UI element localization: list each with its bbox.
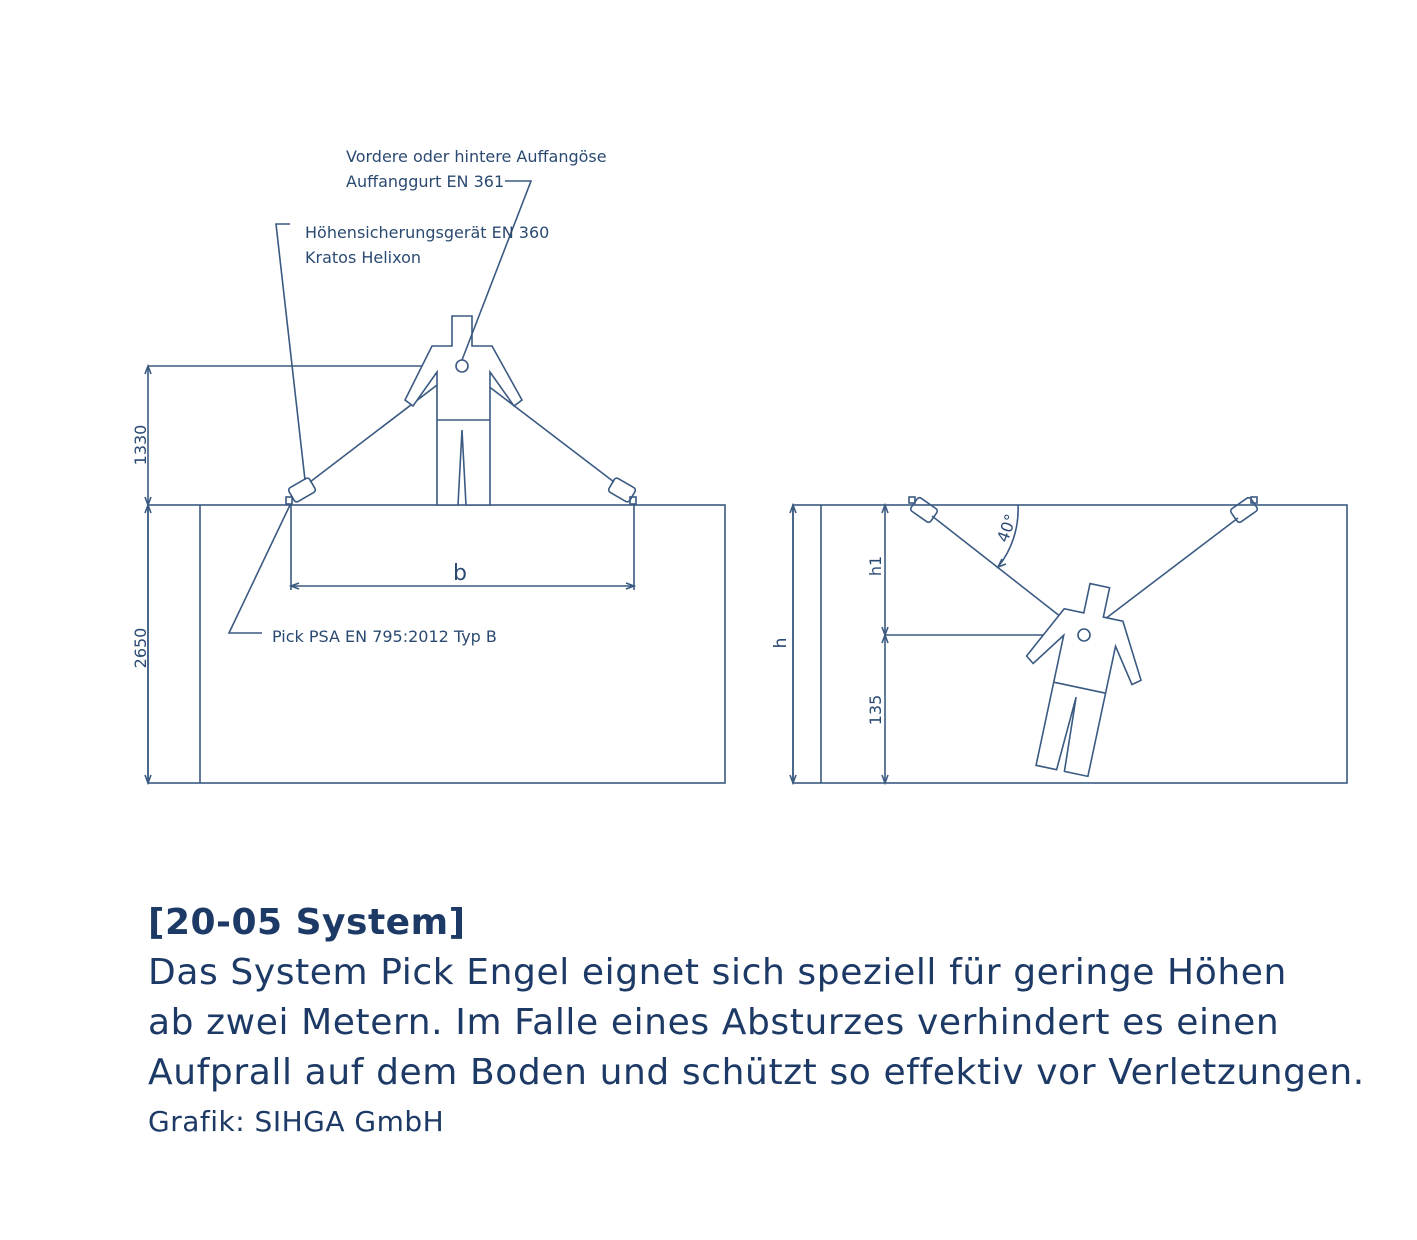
callout-anchor [229, 505, 290, 633]
anchor-right-1 [909, 497, 938, 524]
angle-label: 40° [993, 511, 1021, 545]
dim-label-1330: 1330 [131, 424, 150, 466]
hanging-person-icon [1005, 574, 1159, 783]
label-device-line2: Kratos Helixon [305, 248, 422, 267]
caption-line-3: Aufprall auf dem Boden und schützt so effektiv vor Verletzungen. [148, 1052, 1365, 1093]
dim-label-2650: 2650 [131, 627, 150, 669]
right-view [771, 497, 1347, 783]
dim-label-b: b [453, 561, 467, 586]
caption-title: [20-05 System] [148, 902, 466, 943]
caption-credit: Grafik: SIHGA GmbH [148, 1105, 445, 1138]
caption-line-1: Das System Pick Engel eignet sich speziell für geringe Höhen [148, 952, 1287, 993]
caption-line-2: ab zwei Metern. Im Falle eines Absturzes verhindert es einen [148, 1002, 1280, 1043]
caption [148, 898, 1398, 1144]
standing-person-icon [405, 316, 522, 505]
callout-device [276, 224, 305, 480]
dim-label-h: h [771, 637, 791, 649]
dim-label-h1: h1 [866, 555, 885, 577]
label-device-line1: Höhensicherungsgerät EN 360 [305, 223, 550, 242]
callout-eyelet [462, 181, 531, 360]
label-anchor: Pick PSA EN 795:2012 Typ B [272, 627, 497, 646]
label-eyelet-line2: Auffanggurt EN 361 [346, 172, 505, 191]
dim-label-135: 135 [866, 694, 885, 726]
anchor-right-2 [1230, 497, 1259, 524]
left-view [131, 147, 725, 783]
label-eyelet-line1: Vordere oder hintere Auffangöse [346, 147, 607, 166]
